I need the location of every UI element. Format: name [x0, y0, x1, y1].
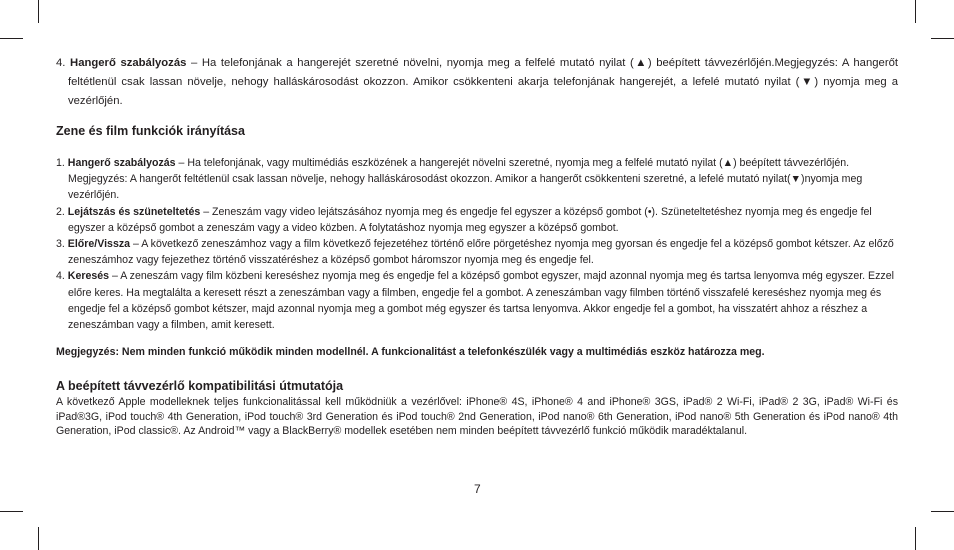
crop-mark [915, 527, 916, 550]
item-title: Keresés [67, 270, 110, 283]
item-text: – A következő zeneszámhoz vagy a film következő fejezetéhez történő előre pörgetéshez nyomja meg gyorsan és engedje fel a középső gombot kétszer. Az előző zeneszámhoz vagy fejezethez történő visszatéréshez a középső gombot háromszor nyomja meg és engedje fel. [68, 238, 894, 267]
list-item [56, 268, 898, 333]
section-heading-music: Zene és film funkciók irányítása [56, 124, 245, 138]
crop-mark [931, 511, 954, 512]
item-number: 3. [56, 238, 65, 251]
crop-mark [915, 0, 916, 23]
compatibility-text: A következő Apple modelleknek teljes funkcionalitással kell működniük a vezérlővel: iPhone® 4S, iPhone® 4 and iPhone® 3GS, iPad® 2 Wi-Fi, iPad® 2 3G, iPad® Wi-Fi és iPad®3G, iPod touch® 4th Generation, iPod touch® 3rd Generation és iPod touch® 2nd Generation, iPod nano® 6th Generation, iPod nano® 5th Generation és iPod nano® 4th Generation, iPod classic®. Az Android™ vagy a BlackBerry® modellek esetében nem minden beépített távvezérlő funkció működik maradéktalanul. [56, 396, 898, 437]
list-item [56, 155, 898, 204]
item-text: – Ha telefonjának a hangerejét szeretné növelni, nyomja meg a felfelé mutató nyilat (▲) beépített távvezérlőjén.Megjegyzés: A hangerőt feltétlenül csak lassan növelje, nehogy halláskárosodást okozzon. Amikor csökkenteni akarja telefonjának hangerejét, a lefelé mutató nyilat (▼) nyomja meg a vezérlőjén. [68, 57, 899, 107]
section-heading-compatibility: A beépített távvezérlő kompatibilitási útmutatója [56, 379, 344, 393]
item-number: 2. [56, 205, 65, 218]
crop-mark [931, 38, 954, 39]
crop-mark [0, 38, 23, 39]
item-title: Hangerő szabályozás [67, 157, 176, 169]
crop-mark [38, 0, 39, 23]
item-text: – Zeneszám vagy video lejátszásához nyomja meg és engedje fel egyszer a középső gombot (•). Szüneteltetéshez nyomja meg és engedje fel egyszer a középső gombot a zeneszám vagy a video közben. A folytatáshoz nyomja meg egyszer a középső gombot. [68, 205, 872, 234]
item-text: – Ha telefonjának, vagy multimédiás eszközének a hangerejét növelni szeretné, nyomja meg a felfelé mutató nyilat (▲) beépített távvezérlőjén. Megjegyzés: A hangerőt feltétlenül csak lassan növelje, nehogy halláskárosodást okozzon. Amikor a hangerőt csökkenteni szeretné, a lefelé mutató nyilat(▼)nyomja meg vezérlőjén. [68, 157, 863, 202]
item-title: Lejátszás és szüneteltetés [67, 205, 201, 218]
item-number: 4. [56, 57, 66, 69]
item-number: 4. [56, 270, 65, 283]
item-text: – A zeneszám vagy film közbeni kereséshez nyomja meg és engedje fel a középső gombot egyszer, majd azonnal nyomja meg és tartsa lenyomva még egyszer. Ezzel előre keres. Ha megtalálta a keresett részt a zeneszámban vagy a filmben, engedje fel a gombot. A zeneszámban vagy filmben történő visszafelé kereséshez nyomja meg és engedje fel a középső gombot kétszer, majd azonnal nyomja meg a gombot még egyszer és tartsa lenyomva. Akkor engedje fel a gombot, ha visszatért ahhoz a részhez a zeneszámban vagy a filmben, amit keresett. [68, 270, 894, 332]
list-item [56, 236, 898, 268]
page-number: 7 [474, 482, 481, 496]
item-number: 1. [56, 157, 65, 169]
volume-item-4 [56, 54, 898, 111]
music-controls-list [56, 155, 898, 333]
list-item [56, 204, 898, 236]
item-title: Hangerő szabályozás [70, 57, 187, 69]
crop-mark [0, 511, 23, 512]
crop-mark [38, 527, 39, 550]
item-title: Előre/Vissza [67, 238, 131, 251]
page-content [56, 54, 899, 437]
functionality-note: Megjegyzés: Nem minden funkció működik minden modellnél. A funkcionalitást a telefonkészülék vagy a multimédiás eszköz határozza meg. [56, 346, 765, 358]
